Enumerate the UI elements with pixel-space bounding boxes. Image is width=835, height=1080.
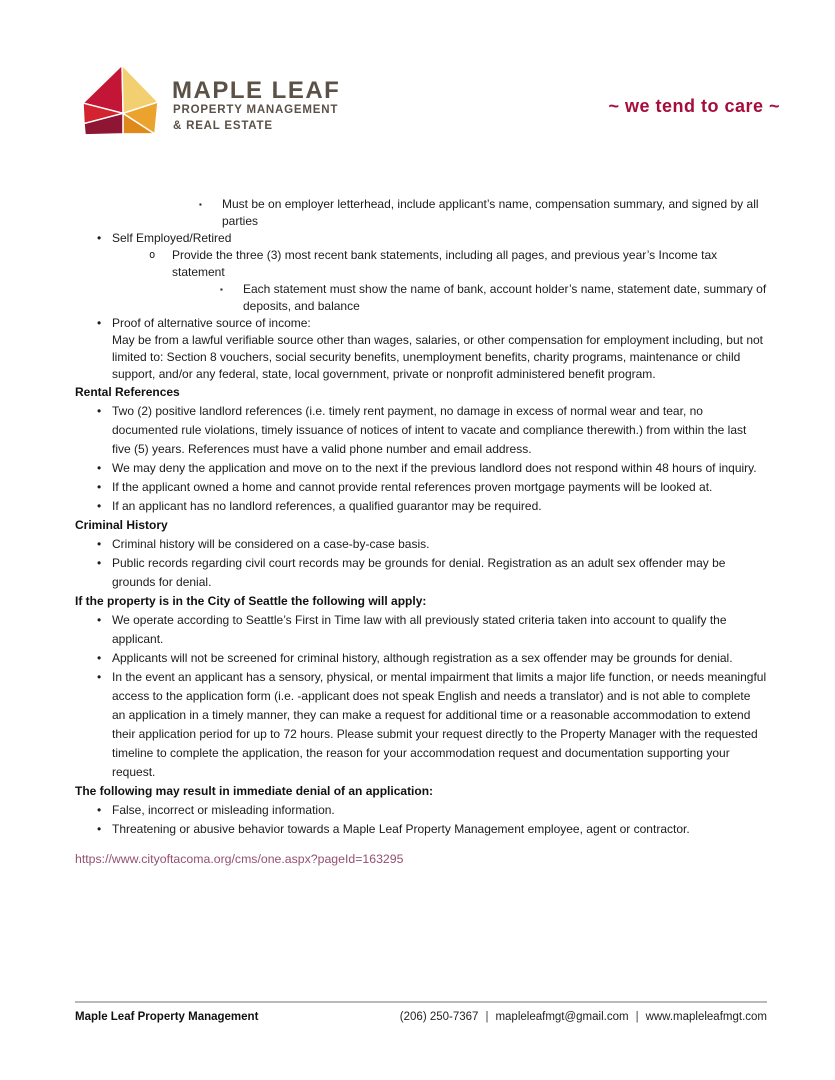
disc-bullet-icon: •	[97, 613, 102, 627]
list-item	[75, 668, 767, 782]
list-item-continuation: May be from a lawful verifiable source other than wages, salaries, or other compensation for employment including, but not limited to: Section 8 vouchers, social security benefits, unemployment benefits, charity programs, maintenance or child support, and/or any federal, state, local government, private or nonprofit administered benefit program.	[112, 333, 763, 381]
section-heading-rental-references: Rental References	[75, 385, 180, 399]
disc-bullet-icon: •	[97, 651, 102, 665]
footer-separator: |	[635, 1011, 639, 1023]
list-item-text: False, incorrect or misleading information.	[112, 803, 335, 817]
company-logo-name: MAPLE LEAF	[172, 77, 341, 104]
document-body	[75, 196, 767, 881]
square-bullet-icon: ▪	[199, 200, 202, 209]
list-item-text: If the applicant owned a home and cannot provide rental references proven mortgage payments will be looked at.	[112, 480, 713, 494]
link-paragraph	[75, 850, 767, 869]
circle-bullet-icon: o	[149, 249, 156, 261]
list-item-text: Provide the three (3) most recent bank statements, including all pages, and previous year’s Income tax statement	[172, 248, 718, 279]
company-logo-subtitle-1: PROPERTY MANAGEMENT	[173, 104, 339, 116]
list-item-text: We may deny the application and move on to the next if the previous landlord does not respond within 48 hours of inquiry.	[112, 461, 757, 475]
footer-email: mapleleafmgt@gmail.com	[495, 1011, 629, 1023]
city-of-tacoma-link[interactable]: https://www.cityoftacoma.org/cms/one.aspx?pageId=163295	[75, 852, 404, 866]
list-item	[75, 820, 767, 839]
section-heading-immediate-denial: The following may result in immediate denial of an application:	[75, 784, 434, 798]
disc-bullet-icon: •	[97, 316, 102, 330]
footer-company-name: Maple Leaf Property Management	[75, 1011, 259, 1023]
list-item-text: Threatening or abusive behavior towards a Maple Leaf Property Management employee, agent or contractor.	[112, 822, 690, 836]
disc-bullet-icon: •	[97, 670, 102, 684]
page-footer	[75, 1001, 767, 1023]
list-item	[75, 554, 767, 592]
disc-bullet-icon: •	[97, 461, 102, 475]
disc-bullet-icon: •	[97, 499, 102, 513]
disc-bullet-icon: •	[97, 556, 102, 570]
list-item-text: Applicants will not be screened for criminal history, although registration as a sex offender may be grounds for denial.	[112, 651, 733, 665]
list-item	[75, 649, 767, 668]
immediate-denial-list	[75, 801, 767, 839]
list-item-text: In the event an applicant has a sensory, physical, or mental impairment that limits a major life function, or needs meaningful access to the application form (i.e. -applicant does not speak English and needs a translator) and is not able to complete an application in a timely manner, they can make a request for additional time or a reasonable accommodation to extend their application period for up to 72 hours. Please submit your request directly to the Property Manager with the requested timeline to complete the application, the reason for your accommodation request and documentation supporting your request.	[112, 670, 767, 779]
footer-separator: |	[485, 1011, 489, 1023]
list-item	[75, 801, 767, 820]
list-item	[75, 611, 767, 649]
list-item	[75, 459, 767, 478]
list-item-text: Each statement must show the name of bank, account holder’s name, statement date, summary of deposits, and balance	[243, 282, 767, 313]
footer-phone: (206) 250-7367	[399, 1011, 479, 1023]
list-item	[75, 478, 767, 497]
list-item-text: If an applicant has no landlord references, a qualified guarantor may be required.	[112, 499, 542, 513]
list-item	[75, 315, 767, 383]
list-item	[75, 402, 767, 459]
maple-leaf-house-logo-icon	[82, 64, 160, 136]
list-item-text: Two (2) positive landlord references (i.e. timely rent payment, no damage in excess of normal wear and tear, no documented rule violations, timely issuance of notices of intent to vacate and compliance therewith.) from within the last five (5) years. References must have a valid phone number and email address.	[112, 404, 747, 456]
disc-bullet-icon: •	[97, 480, 102, 494]
list-item	[75, 196, 767, 230]
disc-bullet-icon: •	[97, 822, 102, 836]
list-item-text: Criminal history will be considered on a case-by-case basis.	[112, 537, 430, 551]
list-item	[75, 281, 767, 315]
city-of-seattle-list	[75, 611, 767, 782]
section-heading-city-of-seattle: If the property is in the City of Seattle the following will apply:	[75, 594, 427, 608]
list-item-text: Must be on employer letterhead, include applicant’s name, compensation summary, and signed by all parties	[222, 197, 759, 228]
list-item-text: We operate according to Seattle’s First in Time law with all previously stated criteria taken into account to qualify the applicant.	[112, 613, 727, 646]
income-verification-list	[75, 196, 767, 383]
list-item	[75, 497, 767, 516]
company-logo-subtitle-2: & REAL ESTATE	[173, 120, 273, 132]
list-item	[75, 535, 767, 554]
list-item-lead: Proof of alternative source of income:	[112, 316, 311, 330]
disc-bullet-icon: •	[97, 404, 102, 418]
list-item	[75, 247, 767, 281]
list-item-text: Public records regarding civil court records may be grounds for denial. Registration as an adult sex offender may be grounds for denial.	[112, 556, 726, 589]
list-item-text: Self Employed/Retired	[112, 231, 232, 245]
square-bullet-icon: ▪	[220, 285, 223, 294]
footer-website: www.mapleleafmgt.com	[645, 1011, 767, 1023]
rental-references-list	[75, 402, 767, 516]
list-item	[75, 230, 767, 247]
disc-bullet-icon: •	[97, 231, 102, 245]
company-slogan: ~ we tend to care ~	[608, 96, 780, 116]
criminal-history-list	[75, 535, 767, 592]
disc-bullet-icon: •	[97, 537, 102, 551]
section-heading-criminal-history: Criminal History	[75, 518, 168, 532]
disc-bullet-icon: •	[97, 803, 102, 817]
footer-contact-info	[400, 1011, 767, 1023]
list-item-text	[112, 315, 767, 383]
